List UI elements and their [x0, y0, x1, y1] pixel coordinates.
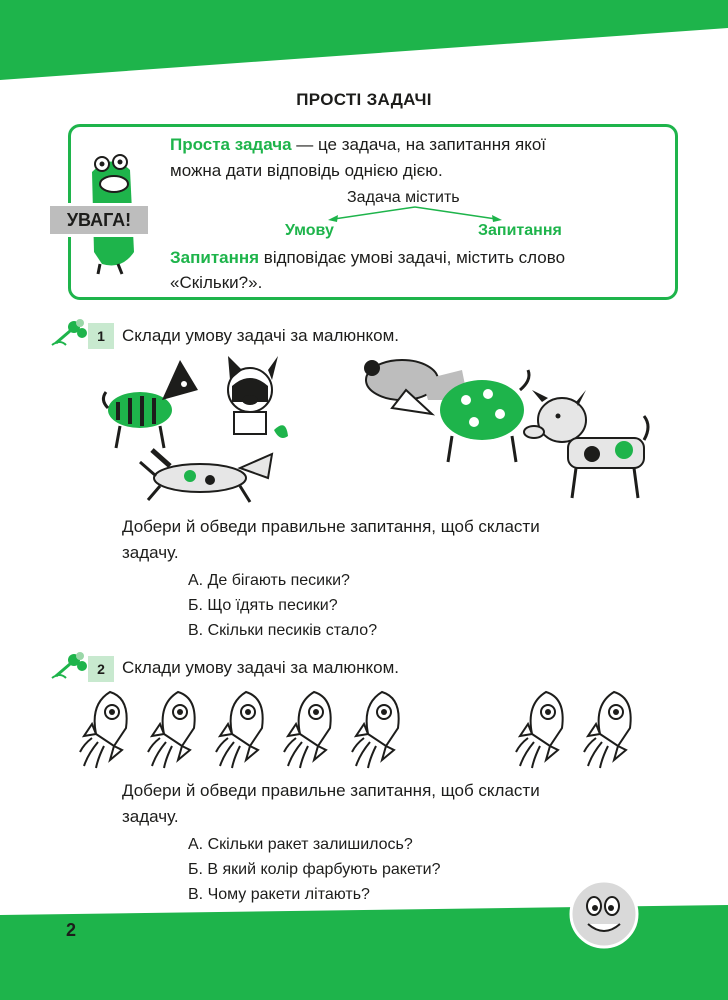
task-1-option-b[interactable]: Б. Що їдять песики?: [188, 597, 338, 614]
rule-note-part1: відповідає умові задачі, містить слово: [259, 248, 566, 267]
task-1-option-a[interactable]: А. Де бігають песики?: [188, 572, 350, 589]
rule-note-line1: [170, 245, 675, 271]
task-2-option-b[interactable]: Б. В який колір фарбують ракети?: [188, 861, 441, 878]
rule-note-term: Запитання: [170, 248, 260, 267]
task-1-option-c[interactable]: В. Скільки песиків стало?: [188, 622, 378, 639]
page-number: 2: [66, 920, 77, 940]
smiley-face-icon: [568, 878, 640, 950]
dogs-left-illustration: [100, 350, 300, 505]
rule-part-condition: Умову: [285, 222, 334, 239]
dogs-right-illustration: [362, 350, 652, 505]
task-2-number: 2: [88, 656, 114, 682]
page-title: ПРОСТІ ЗАДАЧІ: [296, 90, 432, 109]
task-1-number: 1: [88, 323, 114, 349]
task-2-instruction: Склади умову задачі за малюнком.: [122, 658, 400, 677]
rule-term: Проста задача: [170, 135, 292, 154]
task-2-prompt-line2: задачу.: [122, 807, 179, 826]
rule-contains: Задача містить: [347, 189, 460, 206]
task-2-prompt-line1: Добери й обведи правильне запитання, щоб скласти: [122, 781, 540, 800]
rule-part-question: Запитання: [478, 222, 562, 239]
task-1-instruction: Склади умову задачі за малюнком.: [122, 326, 400, 345]
bouquet-icon: [50, 648, 92, 684]
top-green-band: [0, 0, 728, 80]
rockets-illustration: [80, 688, 650, 770]
attention-badge: УВАГА!: [47, 203, 151, 237]
rule-definition-line1: [170, 132, 670, 158]
bouquet-icon: [50, 315, 92, 351]
task-1-prompt-line2: задачу.: [122, 543, 179, 562]
task-2-option-a[interactable]: А. Скільки ракет залишилось?: [188, 836, 413, 853]
rule-definition-part1: — це задача, на запитання якої: [291, 135, 547, 154]
task-2-option-c[interactable]: В. Чому ракети літають?: [188, 886, 370, 903]
rule-note-line2: «Скільки?».: [170, 273, 263, 292]
task-1-prompt-line1: Добери й обведи правильне запитання, щоб скласти: [122, 517, 540, 536]
rule-definition-line2: можна дати відповідь однією дією.: [170, 161, 443, 180]
